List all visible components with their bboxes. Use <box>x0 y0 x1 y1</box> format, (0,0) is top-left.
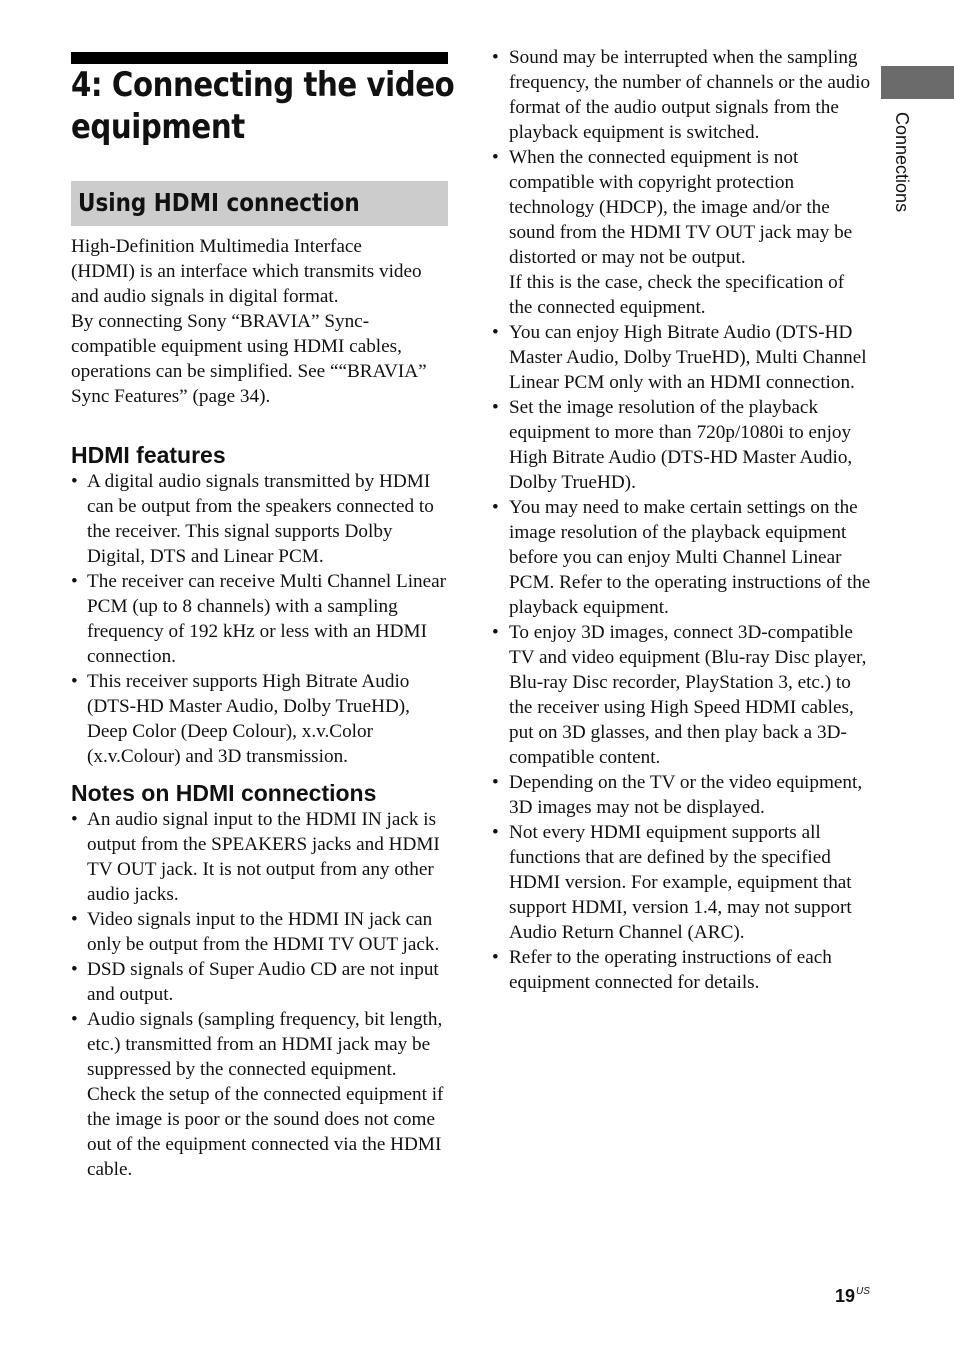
intro-line: (HDMI) is an interface which transmits video <box>71 261 422 282</box>
list-item <box>71 569 449 669</box>
right-column <box>492 45 872 995</box>
left-column <box>71 234 449 1182</box>
list-item-text: Not every HDMI equipment supports all functions that are defined by the specified HDMI version. For example, equipment that support HDMI, version 1.4, may not support Audio Return Channel (ARC). <box>509 822 852 943</box>
page-region-code: US <box>856 1286 870 1297</box>
bullet-mark: • <box>492 47 499 68</box>
bullet-mark: • <box>71 959 78 980</box>
intro-line: operations can be simplified. See ““BRAVIA” <box>71 361 427 382</box>
intro-line: Sync Features” (page 34). <box>71 386 271 407</box>
chapter-side-label <box>890 112 920 252</box>
bullet-mark: • <box>492 497 499 518</box>
list-item-text: Depending on the TV or the video equipment, 3D images may not be displayed. <box>509 772 863 818</box>
bullet-mark: • <box>71 909 78 930</box>
list-item-text: Video signals input to the HDMI IN jack can only be output from the HDMI TV OUT jack. <box>87 909 440 955</box>
bullet-mark: • <box>71 471 78 492</box>
chapter-title-line-1: 4: Connecting the video <box>71 65 455 105</box>
list-item <box>71 1007 449 1182</box>
list-item-text: A digital audio signals transmitted by HDMI can be output from the speakers connected to the receiver. This signal supports Dolby Digital, DTS and Linear PCM. <box>87 471 434 567</box>
list-item <box>71 957 449 1007</box>
hdmi-notes-list-left <box>71 807 449 1182</box>
list-item <box>492 620 872 770</box>
bullet-mark: • <box>492 772 499 793</box>
title-top-rule <box>71 52 448 64</box>
list-item <box>492 320 872 395</box>
list-item <box>492 145 872 320</box>
list-item <box>71 469 449 569</box>
list-item-text: To enjoy 3D images, connect 3D-compatible TV and video equipment (Blu-ray Disc player, Blu-ray Disc recorder, PlayStation 3, etc.) to the receiver using High Speed HDMI cables, put on 3D glasses, and then play back a 3D-compatible content. <box>509 622 867 768</box>
bullet-mark: • <box>492 622 499 643</box>
section-heading-band <box>71 181 448 226</box>
list-item-text: Refer to the operating instructions of each equipment connected for details. <box>509 947 832 993</box>
chapter-title-line-2: equipment <box>71 107 245 147</box>
list-item <box>492 945 872 995</box>
page-number <box>835 1280 870 1308</box>
intro-line: compatible equipment using HDMI cables, <box>71 336 402 357</box>
list-item-text: Set the image resolution of the playback equipment to more than 720p/1080i to enjoy High Bitrate Audio (DTS-HD Master Audio, Dolby TrueHD). <box>509 397 853 493</box>
list-item <box>71 669 449 769</box>
intro-paragraph <box>71 234 449 409</box>
intro-line: and audio signals in digital format. <box>71 286 339 307</box>
bullet-mark: • <box>71 671 78 692</box>
bullet-mark: • <box>492 947 499 968</box>
section-heading: Using HDMI connection <box>78 188 360 217</box>
list-item-text: You can enjoy High Bitrate Audio (DTS-HD Master Audio, Dolby TrueHD), Multi Channel Linear PCM only with an HDMI connection. <box>509 322 867 393</box>
list-item <box>492 770 872 820</box>
bullet-mark: • <box>492 397 499 418</box>
hdmi-notes-list-right <box>492 45 872 995</box>
intro-line: High-Definition Multimedia Interface <box>71 236 362 257</box>
list-item <box>492 820 872 945</box>
list-item-text: This receiver supports High Bitrate Audio (DTS-HD Master Audio, Dolby TrueHD), Deep Color (Deep Colour), x.v.Color (x.v.Colour) and 3D transmission. <box>87 671 410 767</box>
list-item-text: Sound may be interrupted when the sampling frequency, the number of channels or the audio format of the audio output signals from the playback equipment is switched. <box>509 47 871 143</box>
bullet-mark: • <box>71 571 78 592</box>
list-item-text: Audio signals (sampling frequency, bit length, etc.) transmitted from an HDMI jack may be suppressed by the connected equipment. Check the setup of the connected equipment if the image is poor or the sound does not come out of the equipment connected via the HDMI cable. <box>87 1009 444 1180</box>
bullet-mark: • <box>71 1009 78 1030</box>
bullet-mark: • <box>71 809 78 830</box>
hdmi-notes-heading: Notes on HDMI connections <box>71 780 377 806</box>
list-item-text: When the connected equipment is not compatible with copyright protection technology (HDCP), the image and/or the sound from the HDMI TV OUT jack may be distorted or may not be output. If this is the case, check the specification of the connected equipment. <box>509 147 853 318</box>
bullet-mark: • <box>492 322 499 343</box>
chapter-title <box>71 64 455 148</box>
list-item <box>71 907 449 957</box>
chapter-side-label-text: Connections <box>892 112 912 213</box>
list-item <box>492 495 872 620</box>
bullet-mark: • <box>492 147 499 168</box>
list-item-text: You may need to make certain settings on the image resolution of the playback equipment before you can enjoy Multi Channel Linear PCM. Refer to the operating instructions of the playback equipment. <box>509 497 871 618</box>
list-item-text: The receiver can receive Multi Channel Linear PCM (up to 8 channels) with a sampling frequency of 192 kHz or less with an HDMI connection. <box>87 571 447 667</box>
list-item <box>492 45 872 145</box>
list-item-text: DSD signals of Super Audio CD are not input and output. <box>87 959 439 1005</box>
hdmi-features-list <box>71 469 449 769</box>
hdmi-features-heading: HDMI features <box>71 442 226 468</box>
page-number-value: 19 <box>835 1286 856 1306</box>
list-item <box>492 395 872 495</box>
chapter-thumb-tab <box>881 66 954 99</box>
intro-line: By connecting Sony “BRAVIA” Sync- <box>71 311 370 332</box>
list-item-text: An audio signal input to the HDMI IN jack is output from the SPEAKERS jacks and HDMI TV OUT jack. It is not output from any other audio jacks. <box>87 809 440 905</box>
list-item <box>71 807 449 907</box>
bullet-mark: • <box>492 822 499 843</box>
